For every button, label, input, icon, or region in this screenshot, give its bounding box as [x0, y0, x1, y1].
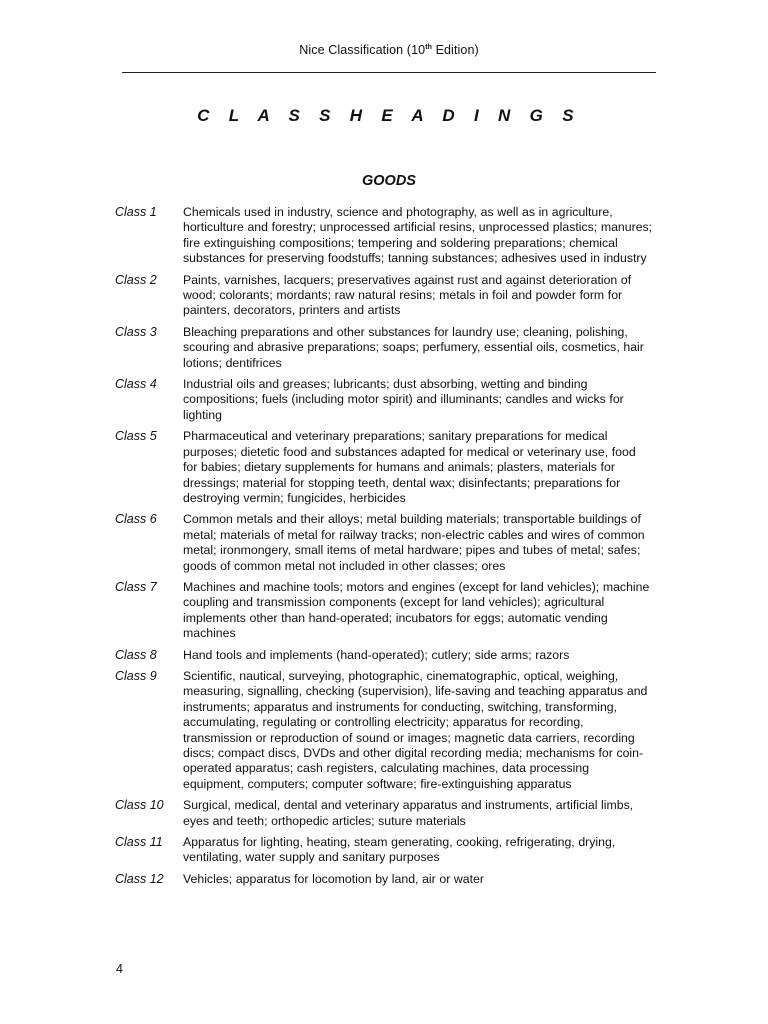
class-description: Machines and machine tools; motors and engines (except for land vehicles); machine coupling and transmission components (except for land vehicles); agricultural implements other than hand-operated; incubators for eggs; automatic vending machines [183, 579, 650, 641]
class-label: Class 4 [115, 377, 157, 392]
class-label: Class 5 [115, 429, 157, 444]
class-entry-10 [115, 798, 675, 829]
class-description: Vehicles; apparatus for locomotion by land, air or water [183, 871, 484, 886]
class-entry-7 [115, 580, 675, 642]
class-description: Paints, varnishes, lacquers; preservatives against rust and against deterioration of wood; colorants; mordants; raw natural resins; metals in foil and powder form for painters, decorators, printers and artists [183, 272, 632, 318]
class-label: Class 7 [115, 579, 157, 594]
class-list [115, 205, 675, 893]
class-label: Class 3 [115, 324, 157, 339]
class-label: Class 10 [115, 798, 164, 813]
class-label: Class 6 [115, 512, 157, 527]
header-rule [122, 72, 656, 73]
class-entry-11 [115, 835, 675, 866]
class-description: Scientific, nautical, surveying, photographic, cinematographic, optical, weighing, measuring, signalling, checking (supervision), life-saving and teaching apparatus and instruments; apparatus and instruments for conducting, switching, transforming, accumulating, regulating or controlling electricity; apparatus for recording, transmission or reproduction of sound or images; magnetic data carriers, recording discs; compact discs, DVDs and other digital recording media; mechanisms for coin-operated apparatus; cash registers, calculating machines, data processing equipment, computers; computer software; fire-extinguishing apparatus [183, 668, 648, 791]
section-title: C L A S S H E A D I N G S [197, 106, 581, 125]
class-label: Class 8 [115, 647, 157, 662]
class-label: Class 2 [115, 272, 157, 287]
class-description: Industrial oils and greases; lubricants; dust absorbing, wetting and binding compositions; fuels (including motor spirit) and illuminants; candles and wicks for lighting [183, 377, 624, 422]
class-label: Class 12 [115, 871, 164, 886]
class-entry-4 [115, 377, 675, 423]
class-entry-2 [115, 273, 675, 319]
class-description: Bleaching preparations and other substances for laundry use; cleaning, polishing, scouring and abrasive preparations; soaps; perfumery, essential oils, cosmetics, hair lotions; dentifrices [183, 324, 644, 370]
class-entry-8 [115, 648, 675, 663]
class-description: Chemicals used in industry, science and photography, as well as in agriculture, horticulture and forestry; unprocessed artificial resins, unprocessed plastics; manures; fire extinguishing compositions; tempering and soldering preparations; chemical substances for preserving foodstuffs; tanning substances; adhesives used in industry [183, 205, 653, 266]
class-label: Class 11 [115, 835, 163, 850]
class-description: Hand tools and implements (hand-operated); cutlery; side arms; razors [183, 647, 570, 662]
class-entry-5 [115, 429, 675, 506]
class-description: Pharmaceutical and veterinary preparations; sanitary preparations for medical purposes; dietetic food and substances adapted for medical or veterinary use, food for babies; dietary supplements for humans and animals; plasters, materials for dressings; material for stopping teeth, dental wax; disinfectants; preparations for destroying vermin; fungicides, herbicides [183, 429, 636, 505]
class-description: Surgical, medical, dental and veterinary apparatus and instruments, artificial limbs, eyes and teeth; orthopedic articles; suture materials [183, 798, 634, 828]
class-entry-12 [115, 872, 675, 887]
header-superscript: th [425, 44, 432, 51]
class-entry-1 [115, 205, 675, 267]
class-label: Class 9 [115, 668, 157, 683]
page-number: 4 [116, 962, 123, 976]
header-suffix: Edition) [432, 43, 479, 57]
class-label: Class 1 [115, 205, 157, 219]
class-entry-3 [115, 325, 675, 371]
class-entry-6 [115, 512, 675, 574]
class-entry-9 [115, 669, 675, 792]
class-description: Common metals and their alloys; metal building materials; transportable buildings of metal; materials of metal for railway tracks; non-electric cables and wires of common metal; ironmongery, small items of metal hardware; pipes and tubes of metal; safes; goods of common metal not included in other classes; ores [183, 512, 645, 573]
subsection-title: GOODS [362, 173, 416, 189]
running-header [0, 43, 768, 57]
class-description: Apparatus for lighting, heating, steam generating, cooking, refrigerating, drying, ventilating, water supply and sanitary purposes [183, 835, 616, 865]
header-prefix: Nice Classification (10 [299, 43, 426, 57]
